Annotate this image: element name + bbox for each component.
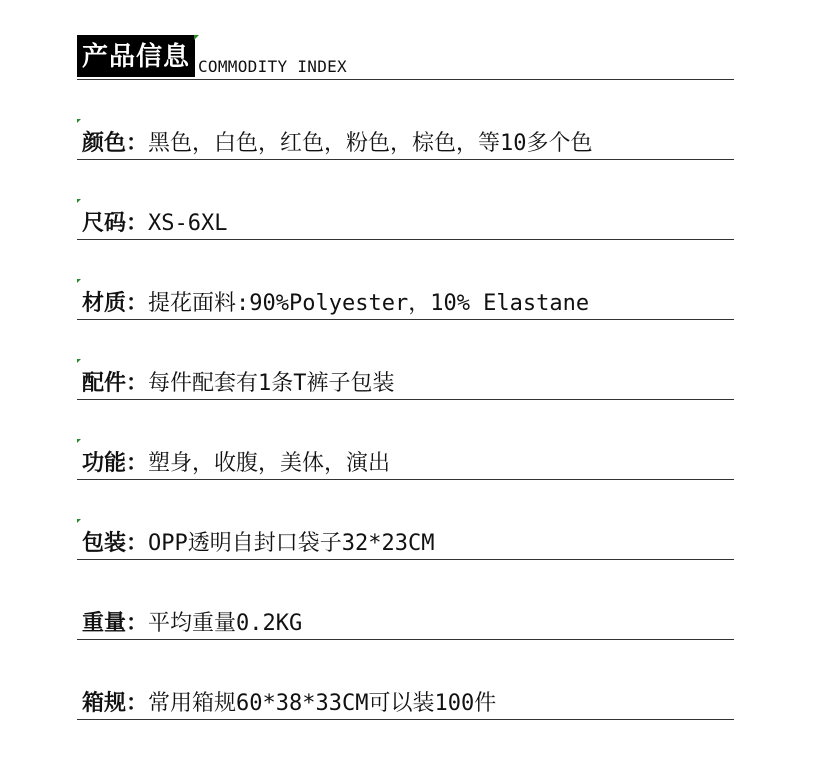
section-subtitle: COMMODITY INDEX — [198, 57, 347, 76]
spec-row-packaging — [77, 519, 734, 560]
spec-label: 配件： — [82, 371, 149, 396]
spec-label: 箱规： — [82, 691, 149, 716]
section-title-text: 产品信息 — [81, 42, 190, 72]
spec-label: 材质： — [82, 291, 149, 316]
product-info-header — [77, 35, 734, 80]
corner-marker-icon — [77, 439, 81, 443]
corner-marker-icon — [77, 359, 81, 363]
spec-label: 颜色： — [82, 131, 149, 156]
corner-marker-icon — [77, 119, 81, 123]
spec-label: 重量： — [82, 611, 149, 636]
spec-row-weight — [77, 599, 734, 640]
spec-row-size — [77, 199, 734, 240]
corner-marker-icon — [77, 519, 81, 523]
spec-row-color — [77, 119, 734, 160]
spec-value: 塑身，收腹，美体，演出 — [148, 451, 391, 476]
section-title — [77, 35, 195, 77]
spec-value: 提花面料:90%Polyester，10% Elastane — [148, 291, 590, 316]
spec-row-carton — [77, 679, 734, 720]
corner-marker-icon — [194, 35, 199, 40]
spec-row-material — [77, 279, 734, 320]
spec-label: 尺码： — [82, 211, 149, 236]
spec-row-accessories — [77, 359, 734, 400]
spec-value: 平均重量0.2KG — [148, 611, 303, 636]
spec-label: 包装： — [82, 531, 149, 556]
corner-marker-icon — [77, 279, 81, 283]
spec-value: 常用箱规60*38*33CM可以装100件 — [148, 691, 497, 716]
spec-value: XS-6XL — [148, 211, 228, 236]
spec-row-function — [77, 439, 734, 480]
spec-value: OPP透明自封口袋子32*23CM — [148, 531, 435, 556]
corner-marker-icon — [77, 199, 81, 203]
spec-label: 功能： — [82, 451, 149, 476]
spec-value: 每件配套有1条T裤子包装 — [148, 371, 395, 396]
spec-value: 黑色，白色，红色，粉色，棕色，等10多个色 — [148, 131, 593, 156]
